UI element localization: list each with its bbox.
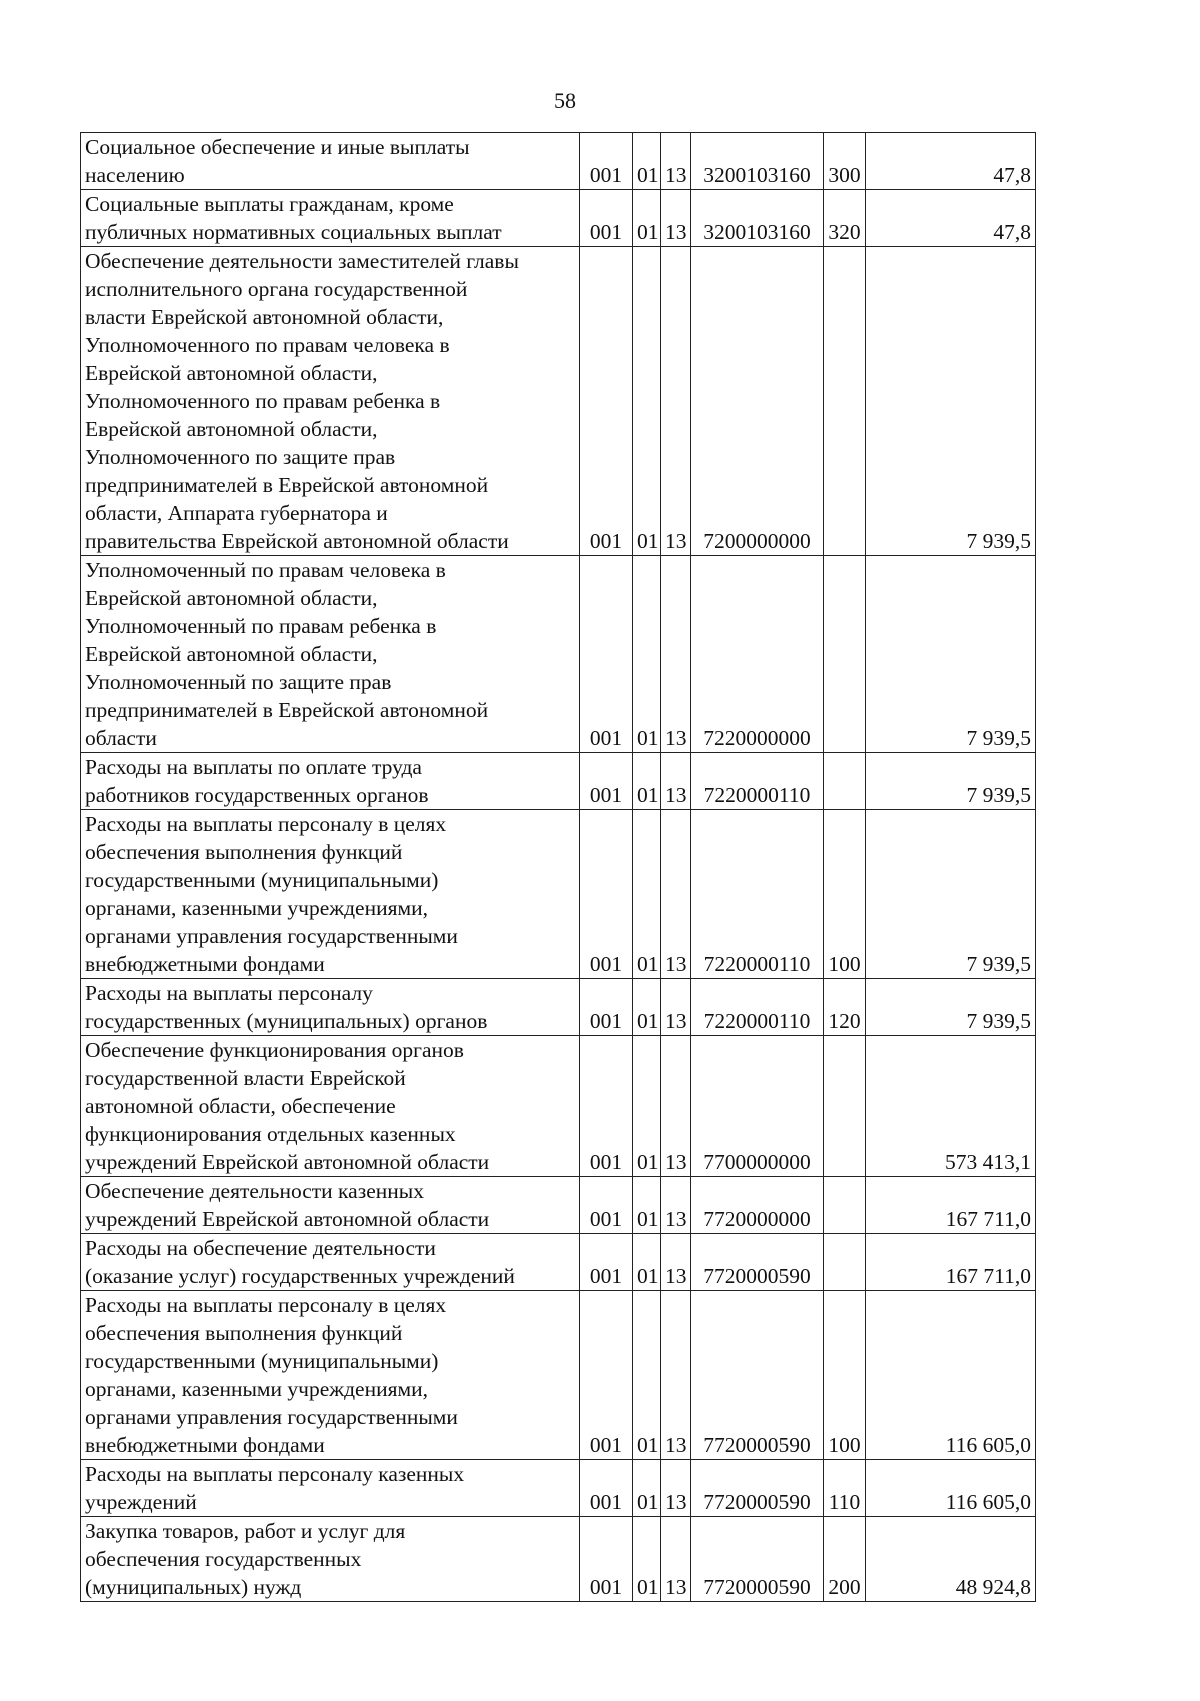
row-description (81, 247, 580, 556)
description-line: населению (85, 163, 185, 187)
table-row (81, 556, 1036, 753)
description-line: органами управления государственными (85, 924, 458, 948)
row-description (81, 1291, 580, 1460)
section-code-cell: 01 (633, 190, 661, 247)
target-article-cell: 7720000590 (691, 1517, 824, 1602)
description-line: области, Аппарата губернатора и (85, 501, 388, 525)
row-description (81, 1036, 580, 1177)
description-line: правительства Еврейской автономной области (85, 529, 509, 553)
amount-cell: 116 605,0 (866, 1460, 1036, 1517)
description-line: учреждений Еврейской автономной области (85, 1150, 490, 1174)
description-line: внебюджетными фондами (85, 1433, 325, 1457)
description-line: Расходы на выплаты по оплате труда (85, 755, 422, 779)
table-row (81, 1517, 1036, 1602)
subsection-code-cell: 13 (661, 1036, 691, 1177)
description-line: обеспечения выполнения функций (85, 1321, 403, 1345)
description-line: Уполномоченный по правам ребенка в (85, 614, 437, 638)
description-line: функционирования отдельных казенных (85, 1122, 456, 1146)
description-line: Уполномоченного по защите прав (85, 445, 396, 469)
description-line: Обеспечение деятельности казенных (85, 1179, 424, 1203)
description-line: государственными (муниципальными) (85, 868, 439, 892)
description-line: предпринимателей в Еврейской автономной (85, 698, 489, 722)
description-line: Обеспечение функционирования органов (85, 1038, 464, 1062)
description-line: предпринимателей в Еврейской автономной (85, 473, 489, 497)
admin-code-cell: 001 (580, 753, 633, 810)
amount-cell: 7 939,5 (866, 247, 1036, 556)
description-line: государственной власти Еврейской (85, 1066, 406, 1090)
row-description (81, 1177, 580, 1234)
section-code-cell: 01 (633, 753, 661, 810)
table-row (81, 753, 1036, 810)
budget-table-body (81, 133, 1036, 1602)
subsection-code-cell: 13 (661, 753, 691, 810)
amount-cell: 7 939,5 (866, 753, 1036, 810)
section-code-cell: 01 (633, 1517, 661, 1602)
admin-code-cell: 001 (580, 1177, 633, 1234)
expense-type-cell (824, 247, 866, 556)
row-description (81, 1460, 580, 1517)
subsection-code-cell: 13 (661, 979, 691, 1036)
budget-table (80, 132, 1036, 1602)
row-description (81, 1517, 580, 1602)
description-line: Расходы на выплаты персоналу казенных (85, 1462, 465, 1486)
subsection-code-cell: 13 (661, 1234, 691, 1291)
target-article-cell: 7200000000 (691, 247, 824, 556)
description-line: государственных (муниципальных) органов (85, 1009, 488, 1033)
target-article-cell: 7720000000 (691, 1177, 824, 1234)
expense-type-cell: 120 (824, 979, 866, 1036)
subsection-code-cell: 13 (661, 133, 691, 190)
expense-type-cell: 300 (824, 133, 866, 190)
section-code-cell: 01 (633, 1177, 661, 1234)
subsection-code-cell: 13 (661, 556, 691, 753)
target-article-cell: 7720000590 (691, 1234, 824, 1291)
table-row (81, 1291, 1036, 1460)
admin-code-cell: 001 (580, 1291, 633, 1460)
subsection-code-cell: 13 (661, 1517, 691, 1602)
admin-code-cell: 001 (580, 979, 633, 1036)
amount-cell: 116 605,0 (866, 1291, 1036, 1460)
row-description (81, 810, 580, 979)
description-line: органами управления государственными (85, 1405, 458, 1429)
amount-cell: 47,8 (866, 190, 1036, 247)
table-row (81, 810, 1036, 979)
target-article-cell: 7720000590 (691, 1291, 824, 1460)
admin-code-cell: 001 (580, 133, 633, 190)
amount-cell: 7 939,5 (866, 979, 1036, 1036)
target-article-cell: 3200103160 (691, 190, 824, 247)
amount-cell: 48 924,8 (866, 1517, 1036, 1602)
amount-cell: 167 711,0 (866, 1234, 1036, 1291)
description-line: Уполномоченного по правам ребенка в (85, 389, 441, 413)
admin-code-cell: 001 (580, 556, 633, 753)
expense-type-cell (824, 1177, 866, 1234)
section-code-cell: 01 (633, 979, 661, 1036)
description-line: публичных нормативных социальных выплат (85, 220, 502, 244)
expense-type-cell (824, 753, 866, 810)
admin-code-cell: 001 (580, 1517, 633, 1602)
target-article-cell: 3200103160 (691, 133, 824, 190)
description-line: Уполномоченный по правам человека в (85, 558, 446, 582)
page-number: 58 (554, 88, 576, 113)
description-line: области (85, 726, 157, 750)
amount-cell: 7 939,5 (866, 810, 1036, 979)
description-line: обеспечения государственных (85, 1547, 362, 1571)
section-code-cell: 01 (633, 1460, 661, 1517)
description-line: Уполномоченного по правам человека в (85, 333, 450, 357)
description-line: органами, казенными учреждениями, (85, 1377, 428, 1401)
table-row (81, 1460, 1036, 1517)
description-line: Расходы на обеспечение деятельности (85, 1236, 436, 1260)
description-line: Социальное обеспечение и иные выплаты (85, 135, 470, 159)
description-line: Еврейской автономной области, (85, 417, 378, 441)
description-line: Расходы на выплаты персоналу (85, 981, 373, 1005)
expense-type-cell (824, 1036, 866, 1177)
target-article-cell: 7700000000 (691, 1036, 824, 1177)
description-line: государственными (муниципальными) (85, 1349, 439, 1373)
description-line: Обеспечение деятельности заместителей главы (85, 249, 519, 273)
target-article-cell: 7720000590 (691, 1460, 824, 1517)
description-line: исполнительного органа государственной (85, 277, 468, 301)
subsection-code-cell: 13 (661, 247, 691, 556)
row-description (81, 556, 580, 753)
description-line: внебюджетными фондами (85, 952, 325, 976)
table-row (81, 190, 1036, 247)
subsection-code-cell: 13 (661, 1177, 691, 1234)
description-line: органами, казенными учреждениями, (85, 896, 428, 920)
table-row (81, 133, 1036, 190)
expense-type-cell (824, 1234, 866, 1291)
expense-type-cell (824, 556, 866, 753)
table-row (81, 979, 1036, 1036)
table-row (81, 247, 1036, 556)
description-line: власти Еврейской автономной области, (85, 305, 444, 329)
expense-type-cell: 200 (824, 1517, 866, 1602)
subsection-code-cell: 13 (661, 1291, 691, 1460)
section-code-cell: 01 (633, 1036, 661, 1177)
description-line: Еврейской автономной области, (85, 586, 378, 610)
description-line: обеспечения выполнения функций (85, 840, 403, 864)
description-line: работников государственных органов (85, 783, 429, 807)
row-description (81, 190, 580, 247)
admin-code-cell: 001 (580, 1036, 633, 1177)
amount-cell: 573 413,1 (866, 1036, 1036, 1177)
description-line: Уполномоченный по защите прав (85, 670, 392, 694)
description-line: учреждений Еврейской автономной области (85, 1207, 490, 1231)
subsection-code-cell: 13 (661, 810, 691, 979)
admin-code-cell: 001 (580, 247, 633, 556)
admin-code-cell: 001 (580, 190, 633, 247)
subsection-code-cell: 13 (661, 190, 691, 247)
admin-code-cell: 001 (580, 1460, 633, 1517)
section-code-cell: 01 (633, 1291, 661, 1460)
description-line: автономной области, обеспечение (85, 1094, 396, 1118)
row-description (81, 1234, 580, 1291)
row-description (81, 133, 580, 190)
target-article-cell: 7220000110 (691, 810, 824, 979)
admin-code-cell: 001 (580, 810, 633, 979)
table-row (81, 1234, 1036, 1291)
expense-type-cell: 320 (824, 190, 866, 247)
description-line: учреждений (85, 1490, 197, 1514)
subsection-code-cell: 13 (661, 1460, 691, 1517)
description-line: Расходы на выплаты персоналу в целях (85, 812, 447, 836)
description-line: Социальные выплаты гражданам, кроме (85, 192, 454, 216)
section-code-cell: 01 (633, 1234, 661, 1291)
description-line: Расходы на выплаты персоналу в целях (85, 1293, 447, 1317)
description-line: (оказание услуг) государственных учреждений (85, 1264, 515, 1288)
expense-type-cell: 100 (824, 1291, 866, 1460)
table-row (81, 1036, 1036, 1177)
admin-code-cell: 001 (580, 1234, 633, 1291)
amount-cell: 167 711,0 (866, 1177, 1036, 1234)
target-article-cell: 7220000110 (691, 979, 824, 1036)
description-line: Закупка товаров, работ и услуг для (85, 1519, 406, 1543)
expense-type-cell: 110 (824, 1460, 866, 1517)
description-line: Еврейской автономной области, (85, 642, 378, 666)
row-description (81, 753, 580, 810)
expense-type-cell: 100 (824, 810, 866, 979)
target-article-cell: 7220000110 (691, 753, 824, 810)
table-row (81, 1177, 1036, 1234)
description-line: Еврейской автономной области, (85, 361, 378, 385)
amount-cell: 7 939,5 (866, 556, 1036, 753)
amount-cell: 47,8 (866, 133, 1036, 190)
row-description (81, 979, 580, 1036)
section-code-cell: 01 (633, 133, 661, 190)
section-code-cell: 01 (633, 556, 661, 753)
section-code-cell: 01 (633, 247, 661, 556)
description-line: (муниципальных) нужд (85, 1575, 302, 1599)
target-article-cell: 7220000000 (691, 556, 824, 753)
section-code-cell: 01 (633, 810, 661, 979)
